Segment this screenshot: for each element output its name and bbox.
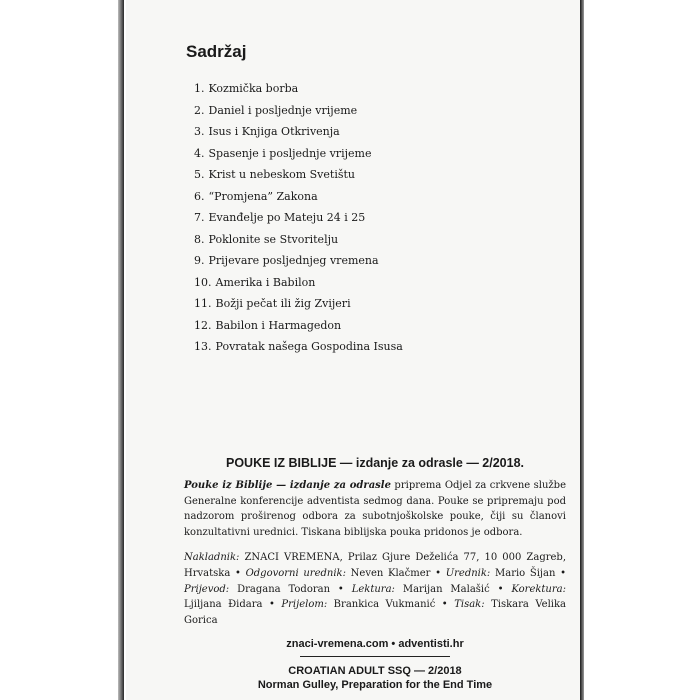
toc-item: 11. Božji pečat ili žig Zvijeri xyxy=(194,297,351,310)
credit-role: Urednik: xyxy=(445,567,491,579)
credit-value: Tiskara Velika Gorica xyxy=(184,599,566,626)
credit-value: Mario Šijan • xyxy=(490,567,567,579)
divider xyxy=(300,656,450,657)
toc-title: Sadržaj xyxy=(186,42,247,61)
book-edge-left xyxy=(0,0,124,700)
toc-item: 9. Prijevare posljednjeg vremena xyxy=(194,254,379,267)
website-links: znaci-vremena.com • adventisti.hr xyxy=(286,638,464,651)
credit-value: ZNACI VREMENA, Prilaz Gjure Deželića 77, 10 000 Zagreb, Hrvatska • xyxy=(184,552,566,579)
toc-list xyxy=(194,78,403,358)
imprint-credits xyxy=(184,550,566,628)
toc-item: 1. Kozmička borba xyxy=(194,82,299,95)
toc-item: 13. Povratak našega Gospodina Isusa xyxy=(194,340,403,353)
toc-item: 2. Daniel i posljednje vrijeme xyxy=(194,103,358,117)
imprint-block xyxy=(184,456,566,692)
imprint-intro xyxy=(184,478,566,540)
toc-item: 6. “Promjena” Zakona xyxy=(194,189,318,203)
toc-item: 4. Spasenje i posljednje vrijeme xyxy=(194,146,372,160)
credit-role: Odgovorni urednik: xyxy=(245,567,346,579)
credit-role: Prijevod: xyxy=(184,583,230,595)
credit-value: Brankica Vukmanić • xyxy=(327,599,455,611)
credit-value: Neven Klačmer • xyxy=(345,567,446,579)
intro-text: priprema Odjel za crkvene službe Generalne konferencije adventista sedmog dana. Pouke se pripremaju pod nadzorom proširenog odbora za subotnjoškolske pouke, čiji su članovi konzultativni urednici. Tiskana biblijska pouka pridonos je odbora. xyxy=(184,480,566,538)
intro-lead: Pouke iz Biblije — izdanje za odrasle xyxy=(184,480,391,491)
ssq-line-1: CROATIAN ADULT SSQ — 2/2018 xyxy=(288,665,462,678)
toc-item: 12. Babilon i Harmagedon xyxy=(194,318,342,332)
book-page xyxy=(126,0,580,700)
credit-value: Ljiljana Đidara • xyxy=(184,599,282,611)
toc-item: 5. Krist u nebeskom Svetištu xyxy=(194,168,355,181)
toc-item: 7. Evanđelje po Mateju 24 i 25 xyxy=(194,211,366,224)
credit-role: Lektura: xyxy=(351,583,395,595)
toc-item: 3. Isus i Knjiga Otkrivenja xyxy=(194,125,340,138)
book-edge-right xyxy=(580,0,700,700)
credit-value: Dragana Todoran • xyxy=(229,583,352,595)
credit-value: Marijan Malašić • xyxy=(394,583,512,595)
credit-role: Korektura: xyxy=(511,583,566,595)
imprint-heading: POUKE IZ BIBLIJE — izdanje za odrasle — 2/2018. xyxy=(225,456,524,470)
credit-role: Tisak: xyxy=(454,599,485,611)
credit-role: Prijelom: xyxy=(281,599,328,611)
toc-item: 8. Poklonite se Stvoritelju xyxy=(194,232,339,246)
toc-item: 10. Amerika i Babilon xyxy=(194,275,316,289)
credit-role: Nakladnik: xyxy=(184,552,240,564)
ssq-line-2: Norman Gulley, Preparation for the End Time xyxy=(257,679,493,692)
